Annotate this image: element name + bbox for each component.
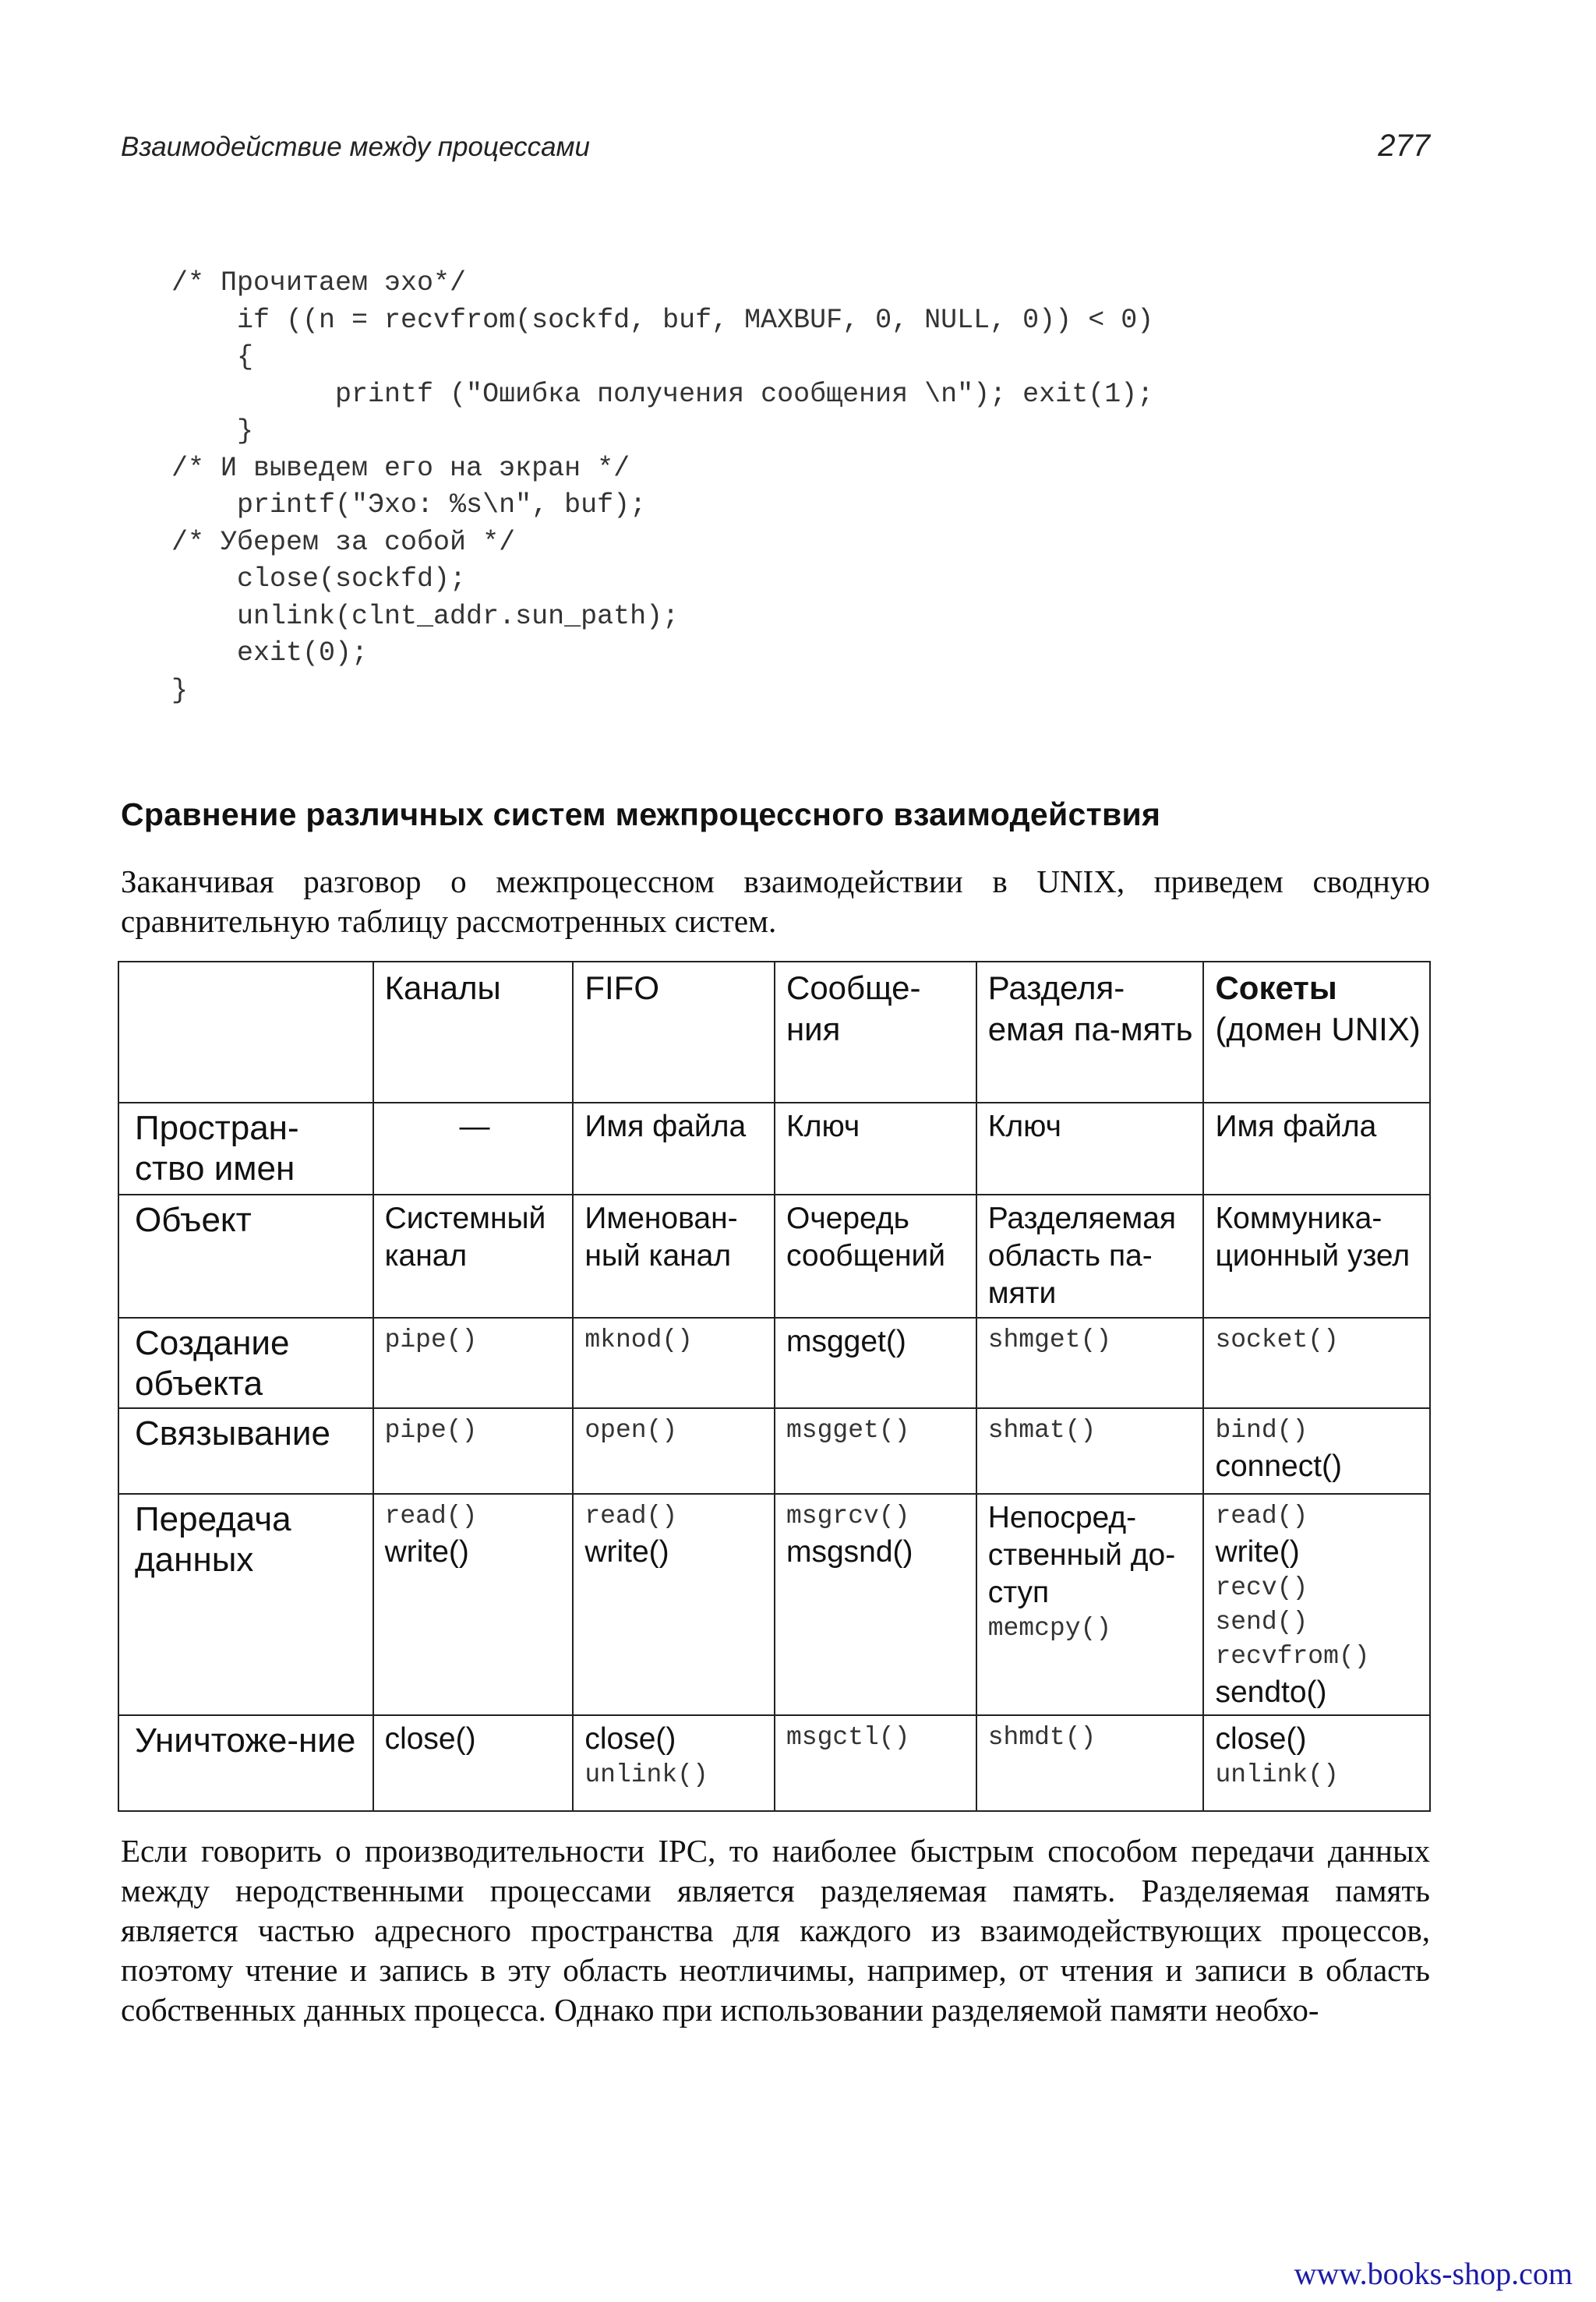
page-header	[121, 129, 1430, 175]
col-header-pipes: Каналы	[373, 962, 574, 1103]
table-cell: Ключ	[976, 1103, 1204, 1195]
table-cell: Коммуника-ционный узел	[1203, 1195, 1430, 1318]
table-cell: Имя файла	[573, 1103, 775, 1195]
watermark-link[interactable]: www.books-shop.com	[1294, 2256, 1573, 2291]
code-line: /* И выведем его на экран */	[171, 452, 630, 484]
cell-line: bind()	[1215, 1416, 1308, 1445]
code-line: {	[171, 341, 254, 372]
cell-line: send()	[1215, 1608, 1308, 1636]
running-title: Взаимодействие между процессами	[121, 132, 590, 162]
table-cell	[573, 1715, 775, 1811]
cell-line: write()	[1215, 1535, 1300, 1569]
code-line: if ((n = recvfrom(sockfd, buf, MAXBUF, 0, NULL, 0)) < 0)	[171, 304, 1154, 336]
cell-line: msgsnd()	[786, 1535, 913, 1569]
code-listing	[171, 265, 1418, 709]
col-header-sockets-domain: (домен UNIX)	[1215, 1011, 1421, 1047]
cell-line: read()	[384, 1502, 478, 1531]
table-header-row	[118, 962, 1430, 1103]
code-line: printf ("Ошибка получения сообщения \n"); exit(1);	[171, 378, 1154, 410]
col-header-fifo: FIFO	[573, 962, 775, 1103]
cell-line: write()	[384, 1535, 469, 1569]
code-line: }	[171, 674, 189, 706]
table-cell: Системный канал	[373, 1195, 574, 1318]
table-cell: Ключ	[775, 1103, 976, 1195]
cell-line: msgrcv()	[786, 1502, 910, 1531]
table-cell: shmget()	[976, 1318, 1204, 1408]
intro-paragraph: Заканчивая разговор о межпроцессном взаимодействии в UNIX, приведем сводную сравнительную таблицу рассмотренных систем.	[121, 863, 1430, 939]
cell-line: sendto()	[1215, 1675, 1327, 1709]
row-header-transfer: Передача данных	[118, 1494, 373, 1715]
code-line: close(sockfd);	[171, 563, 467, 595]
table-cell: Именован-ный канал	[573, 1195, 775, 1318]
col-header-messages: Сообще-ния	[775, 962, 976, 1103]
cell-line: unlink()	[1215, 1760, 1339, 1789]
table-cell: open()	[573, 1408, 775, 1494]
cell-line: connect()	[1215, 1449, 1343, 1483]
ipc-comparison-table	[118, 961, 1431, 1812]
section-heading: Сравнение различных систем межпроцессного взаимодействия	[121, 796, 1161, 832]
table-row	[118, 1408, 1430, 1494]
code-line: /* Прочитаем эхо*/	[171, 267, 467, 298]
table-cell	[1203, 1715, 1430, 1811]
table-cell	[976, 1494, 1204, 1715]
table-row	[118, 1318, 1430, 1408]
cell-line: read()	[1215, 1502, 1308, 1531]
table-cell: msgctl()	[775, 1715, 976, 1811]
table-cell	[1203, 1494, 1430, 1715]
row-header-create: Создание объекта	[118, 1318, 373, 1408]
cell-line: write()	[584, 1535, 669, 1569]
cell-line: read()	[584, 1502, 678, 1531]
table-cell: msgget()	[775, 1318, 976, 1408]
table-row	[118, 1103, 1430, 1195]
table-cell: —	[373, 1103, 574, 1195]
page-number: 277	[1378, 129, 1430, 163]
cell-line: recvfrom()	[1215, 1642, 1370, 1671]
cell-line: close()	[1215, 1722, 1307, 1756]
table-cell	[775, 1494, 976, 1715]
table-cell: pipe()	[373, 1318, 574, 1408]
cell-line: unlink()	[584, 1760, 708, 1789]
row-header-object: Объект	[118, 1195, 373, 1318]
closing-paragraph: Если говорить о производительности IPC, то наиболее быстрым способом передачи данных между неродственными процессами является разделяемая память. Разделяемая память является частью адресного пространства для каждого из взаимодействующих процессов, поэтому чтение и запись в эту область неотличимы, например, от чтения и записи в область собственных данных процесса. Однако при использовании разделяемой памяти необхо-	[121, 1833, 1430, 2028]
cell-line: memcpy()	[987, 1614, 1112, 1643]
code-line: printf("Эхо: %s\n", buf);	[171, 489, 647, 521]
col-header-sockets	[1203, 962, 1430, 1103]
table-corner-cell	[118, 962, 373, 1103]
cell-line: recv()	[1215, 1573, 1308, 1602]
col-header-sockets-title: Сокеты	[1215, 969, 1337, 1006]
cell-line: Непосред-ственный до-ступ	[987, 1501, 1176, 1609]
table-cell: Очередь сообщений	[775, 1195, 976, 1318]
table-cell: Разделяемая область па-мяти	[976, 1195, 1204, 1318]
cell-line: close()	[584, 1722, 676, 1756]
col-header-shared-memory: Разделя-емая па-мять	[976, 962, 1204, 1103]
code-line: unlink(clnt_addr.sun_path);	[171, 600, 680, 632]
code-line: }	[171, 415, 254, 447]
table-cell: Имя файла	[1203, 1103, 1430, 1195]
table-cell: mknod()	[573, 1318, 775, 1408]
table-row	[118, 1494, 1430, 1715]
row-header-destroy: Уничтоже-ние	[118, 1715, 373, 1811]
row-header-bind: Связывание	[118, 1408, 373, 1494]
code-line: /* Уберем за собой */	[171, 526, 516, 558]
table-cell	[1203, 1408, 1430, 1494]
table-row	[118, 1715, 1430, 1811]
table-cell	[573, 1494, 775, 1715]
table-cell: pipe()	[373, 1408, 574, 1494]
table-cell: shmdt()	[976, 1715, 1204, 1811]
code-line: exit(0);	[171, 637, 369, 669]
table-cell: shmat()	[976, 1408, 1204, 1494]
table-row	[118, 1195, 1430, 1318]
table-cell: msgget()	[775, 1408, 976, 1494]
table-cell	[373, 1494, 574, 1715]
row-header-namespace: Простран-ство имен	[118, 1103, 373, 1195]
table-cell: socket()	[1203, 1318, 1430, 1408]
table-cell: close()	[373, 1715, 574, 1811]
